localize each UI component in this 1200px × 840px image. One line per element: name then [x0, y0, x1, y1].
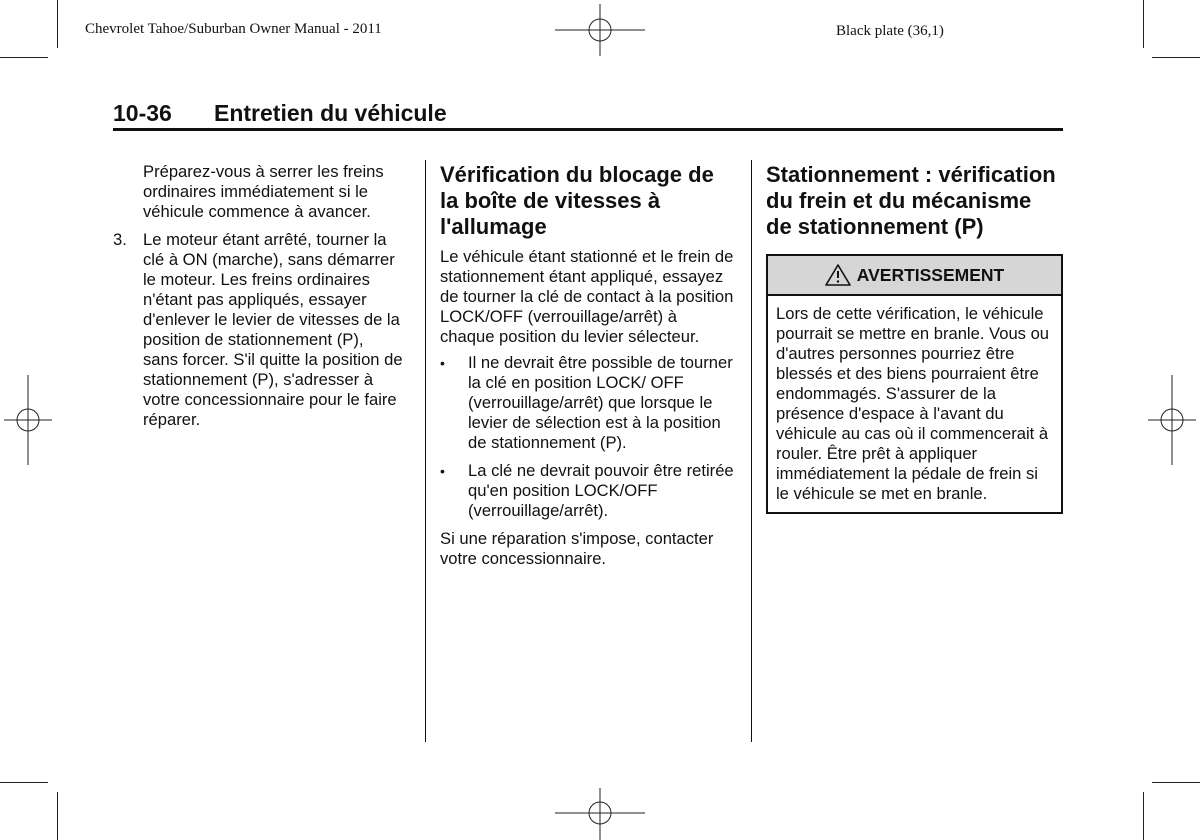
column-3	[766, 162, 1063, 514]
list-item	[440, 353, 736, 453]
plate-label: Black plate (36,1)	[836, 23, 944, 39]
warning-text: Lors de cette vérification, le véhicule pourrait se mettre en branle. Vous ou d'autres personnes pourriez être blessés et des biens pourraient être endommagés. S'assurer de la présence d'espace à l'avant du véhicule au cas où il commencerait à rouler. Être prêt à appliquer immédiatement la pédale de frein si le véhicule se met en branle.	[776, 304, 1050, 503]
bullet-text: La clé ne devrait pouvoir être retirée qu'en position LOCK/OFF (verrouillage/arrêt).	[468, 461, 734, 520]
warning-box	[766, 254, 1063, 514]
continued-paragraph: Préparez-vous à serrer les freins ordinaires immédiatement si le véhicule commence à avancer.	[143, 162, 384, 221]
manual-title: Chevrolet Tahoe/Suburban Owner Manual - 2011	[85, 21, 382, 37]
crop-mark	[1152, 782, 1200, 783]
crop-mark	[1143, 792, 1144, 840]
closing-paragraph: Si une réparation s'impose, contacter votre concessionnaire.	[440, 529, 714, 568]
bullet-icon: •	[440, 355, 445, 371]
registration-mark-left	[4, 375, 52, 465]
column-1	[113, 162, 403, 430]
step-text: Le moteur étant arrêté, tourner la clé à ON (marche), sans démarrer le moteur. Les freins ordinaires n'étant pas appliqués, essayer d'enlever le levier de vitesses de la position de stationnement (P), sans forcer. S'il quitte la position de stationnement (P), s'adresser à votre concessionnaire pour le faire réparer.	[143, 230, 403, 429]
page-number: 10-36	[113, 100, 172, 126]
section-heading: Vérification du blocage de la boîte de vitesses à l'allumage	[440, 162, 714, 239]
crop-mark	[57, 792, 58, 840]
crop-mark	[0, 57, 48, 58]
crop-mark	[1152, 57, 1200, 58]
step-number: 3.	[113, 230, 127, 249]
warning-header	[768, 256, 1061, 296]
bullet-list	[440, 353, 736, 521]
section-heading: Stationnement : vérification du frein et du mécanisme de stationnement (P)	[766, 162, 1056, 239]
column-2	[440, 162, 736, 569]
intro-paragraph: Le véhicule étant stationné et le frein de stationnement étant appliqué, essayez de tourner la clé de contact à la position LOCK/OFF (verrouillage/arrêt) à chaque position du levier sélecteur.	[440, 247, 734, 346]
registration-mark-right	[1148, 375, 1196, 465]
warning-title: AVERTISSEMENT	[856, 264, 1005, 285]
bullet-text: Il ne devrait être possible de tourner la clé en position LOCK/ OFF (verrouillage/arrêt) que lorsque le levier de sélection est à la position de stationnement (P).	[468, 353, 733, 452]
warning-triangle-icon	[825, 264, 851, 286]
registration-mark-bottom	[555, 788, 645, 840]
list-item	[440, 461, 736, 521]
crop-mark	[0, 782, 48, 783]
crop-mark	[57, 0, 58, 48]
bullet-icon: •	[440, 463, 445, 479]
heading-rule	[113, 128, 1063, 131]
registration-mark-top	[555, 4, 645, 56]
crop-mark	[1143, 0, 1144, 48]
column-divider	[751, 160, 752, 742]
column-divider	[425, 160, 426, 742]
numbered-step	[113, 230, 403, 430]
section-title: Entretien du véhicule	[214, 100, 447, 126]
